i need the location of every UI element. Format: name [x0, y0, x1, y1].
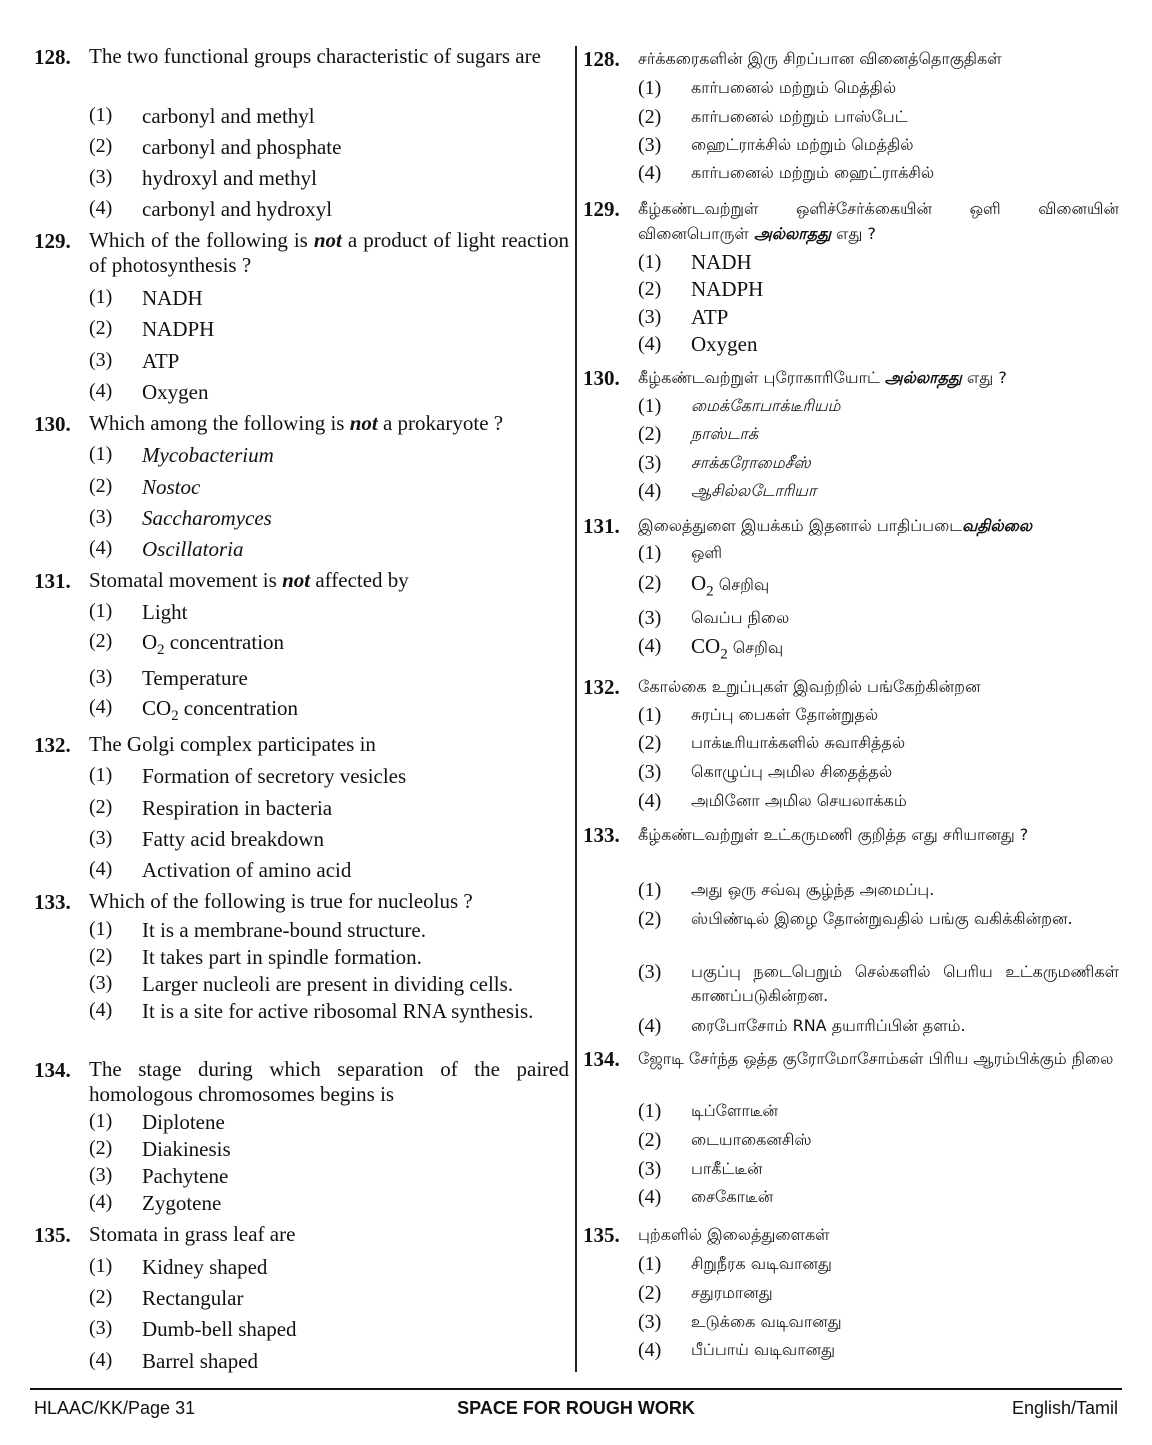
question-134: 134. The stage during which separation of the paired homologous chromosomes begins is: [34, 1057, 569, 1106]
option[interactable]: (1) சுரப்பு பைகள் தோன்றுதல்: [638, 704, 879, 726]
option[interactable]: (3) Saccharomyces: [89, 506, 272, 530]
option[interactable]: (3) ஹைட்ராக்சில் மற்றும் மெத்தில்: [638, 134, 914, 156]
option[interactable]: (4) Barrel shaped: [89, 1349, 259, 1373]
option[interactable]: (1) சிறுநீரக வடிவானது: [638, 1253, 832, 1275]
option-number: (3): [89, 166, 113, 188]
option-text: carbonyl and phosphate: [142, 135, 342, 159]
option[interactable]: (2) நாஸ்டாக்: [638, 423, 759, 445]
option[interactable]: (1) NADH: [89, 286, 203, 310]
option[interactable]: (3) Temperature: [89, 666, 248, 690]
option[interactable]: (2) ஸ்பிண்டில் இழை தோன்றுவதில் பங்கு வகிக்கின்றன.: [638, 908, 1073, 930]
option[interactable]: (4) சைகோடீன்: [638, 1186, 774, 1208]
option[interactable]: (3) சாக்கரோமைசீஸ்: [638, 452, 811, 474]
option[interactable]: (1) கார்பனைல் மற்றும் மெத்தில்: [638, 77, 897, 99]
option[interactable]: (2) Rectangular: [89, 1286, 244, 1310]
option[interactable]: (2) $O_2$ concentration: [89, 630, 285, 659]
language-label: English/Tamil: [1011, 1398, 1118, 1418]
option[interactable]: (3) ATP: [89, 349, 180, 373]
question-text: Which among the following is not a prokaryote ?: [89, 411, 504, 435]
option[interactable]: (3) உடுக்கை வடிவானது: [638, 1311, 842, 1333]
footer-rule: [30, 1388, 1122, 1390]
option[interactable]: (2) NADPH: [89, 317, 215, 341]
option[interactable]: (3) கொழுப்பு அமில சிதைத்தல்: [638, 761, 893, 783]
option[interactable]: (4) அமினோ அமில செயலாக்கம்: [638, 790, 907, 812]
option[interactable]: (4) பீப்பாய் வடிவானது: [638, 1339, 835, 1361]
question-134: 134. ஜோடி சேர்ந்த ஒத்த குரோமோசோம்கள் பிரிய ஆரம்பிக்கும் நிலை: [583, 1047, 1114, 1071]
option[interactable]: (3) வெப்ப நிலை: [638, 607, 790, 629]
option[interactable]: [89, 165, 569, 191]
question-number: 129.: [34, 229, 71, 253]
option[interactable]: (4) Oxygen: [638, 332, 758, 356]
option[interactable]: (2) NADPH: [638, 277, 764, 301]
option[interactable]: (4) Activation of amino acid: [89, 858, 352, 882]
question-131: 131. இலைத்துளை இயக்கம் இதனால் பாதிப்படைவதில்லை: [583, 514, 1033, 538]
option[interactable]: (1) It is a membrane-bound structure.: [89, 918, 426, 942]
option[interactable]: (2) சதுரமானது: [638, 1282, 773, 1304]
option-number: (2): [89, 135, 113, 157]
option-text: carbonyl and hydroxyl: [142, 197, 333, 221]
option-number: (1): [89, 104, 113, 126]
option-number: (4): [89, 197, 113, 219]
question-text: The two functional groups characteristic of sugars are: [89, 44, 541, 68]
option[interactable]: (3) பாகீட்டீன்: [638, 1158, 763, 1180]
option[interactable]: [89, 134, 569, 160]
question-132: 132. The Golgi complex participates in: [34, 732, 376, 757]
option[interactable]: (2) கார்பனைல் மற்றும் பாஸ்பேட்: [638, 106, 908, 128]
question-133: 133. கீழ்கண்டவற்றுள் உட்கருமணி குறித்த எது சரியானது ?: [583, 823, 1029, 847]
option[interactable]: (1) NADH: [638, 250, 752, 274]
option[interactable]: (3) Larger nucleoli are present in dividing cells.: [89, 972, 514, 996]
column-divider: [575, 46, 577, 1372]
option[interactable]: (1) Formation of secretory vesicles: [89, 764, 407, 788]
question-131: 131. Stomatal movement is not affected by: [34, 568, 569, 594]
option[interactable]: (1) டிப்ளோடீன்: [638, 1100, 779, 1122]
option[interactable]: (2) Respiration in bacteria: [89, 796, 333, 820]
option[interactable]: (2) It takes part in spindle formation.: [89, 945, 422, 969]
option[interactable]: (1) அது ஒரு சவ்வு சூழ்ந்த அமைப்பு.: [638, 879, 935, 901]
page-code: HLAAC/KK/Page 31: [34, 1398, 196, 1418]
question-130: 130. கீழ்கண்டவற்றுள் புரோகாரியோட் அல்லாதது எது ?: [583, 366, 1007, 390]
question-129: [34, 228, 569, 278]
question-number: 128.: [34, 45, 71, 69]
option[interactable]: (4) ஆசில்லடோரியா: [638, 480, 817, 502]
option[interactable]: (1) Kidney shaped: [89, 1255, 268, 1279]
option[interactable]: (4) Oxygen: [89, 380, 209, 404]
question-128: 128. சர்க்கரைகளின் இரு சிறப்பான வினைத்தொகுதிகள்: [583, 47, 1002, 71]
option[interactable]: (1) மைக்கோபாக்டீரியம்: [638, 395, 841, 417]
rough-work-label: SPACE FOR ROUGH WORK: [457, 1398, 695, 1418]
option[interactable]: (2) $O_2$ செறிவு: [638, 571, 770, 600]
option[interactable]: (3) பகுப்பு நடைபெறும் செல்களில் பெரிய உட்கருமணிகள் காணப்படுகின்றன.: [638, 961, 1119, 1005]
option[interactable]: (2) Diakinesis: [89, 1137, 231, 1161]
option[interactable]: (4) $CO_2$ செறிவு: [638, 634, 784, 663]
option[interactable]: (1) ஒளி: [638, 542, 723, 564]
option[interactable]: (1) Diplotene: [89, 1110, 225, 1134]
option[interactable]: (2) பாக்டீரியாக்களில் சுவாசித்தல்: [638, 732, 906, 754]
option-text: hydroxyl and methyl: [142, 166, 317, 190]
question-132: 132. கோல்கை உறுப்புகள் இவற்றில் பங்கேற்கின்றன: [583, 675, 981, 699]
option[interactable]: (4) $CO_2$ concentration: [89, 696, 299, 725]
option[interactable]: [89, 103, 569, 129]
option[interactable]: (4) கார்பனைல் மற்றும் ஹைட்ராக்சில்: [638, 162, 935, 184]
option[interactable]: (3) ATP: [638, 305, 729, 329]
option[interactable]: (4) Oscillatoria: [89, 537, 244, 561]
option[interactable]: (4) Zygotene: [89, 1191, 222, 1215]
option[interactable]: (2) டையாகைனசிஸ்: [638, 1129, 812, 1151]
question-135: 135. புற்களில் இலைத்துளைகள்: [583, 1223, 830, 1247]
question-129: 129. கீழ்கண்டவற்றுள் ஒளிச்சேர்க்கையின் ஒளி வினையின் வினைபொருள் அல்லாதது எது ?: [583, 197, 1119, 243]
question-133: 133. Which of the following is true for nucleolus ?: [34, 889, 473, 914]
option[interactable]: (4) It is a site for active ribosomal RNA synthesis.: [89, 999, 534, 1023]
option[interactable]: [89, 196, 569, 222]
option[interactable]: (3) Fatty acid breakdown: [89, 827, 324, 851]
question-text: Which of the following is not a product of light reaction of photosynthesis ?: [89, 228, 569, 277]
option[interactable]: (1) Mycobacterium: [89, 443, 274, 467]
option-text: carbonyl and methyl: [142, 104, 315, 128]
option[interactable]: (4) ரைபோசோம் RNA தயாரிப்பின் தளம்.: [638, 1015, 966, 1037]
question-128: [34, 44, 569, 70]
question-text: Stomatal movement is not affected by: [89, 568, 409, 592]
option[interactable]: (2) Nostoc: [89, 475, 201, 499]
option[interactable]: (3) Dumb-bell shaped: [89, 1317, 297, 1341]
option[interactable]: (1) Light: [89, 600, 188, 624]
question-135: 135. Stomata in grass leaf are: [34, 1222, 296, 1247]
question-130: 130. Which among the following is not a prokaryote ?: [34, 411, 569, 437]
option[interactable]: (3) Pachytene: [89, 1164, 229, 1188]
